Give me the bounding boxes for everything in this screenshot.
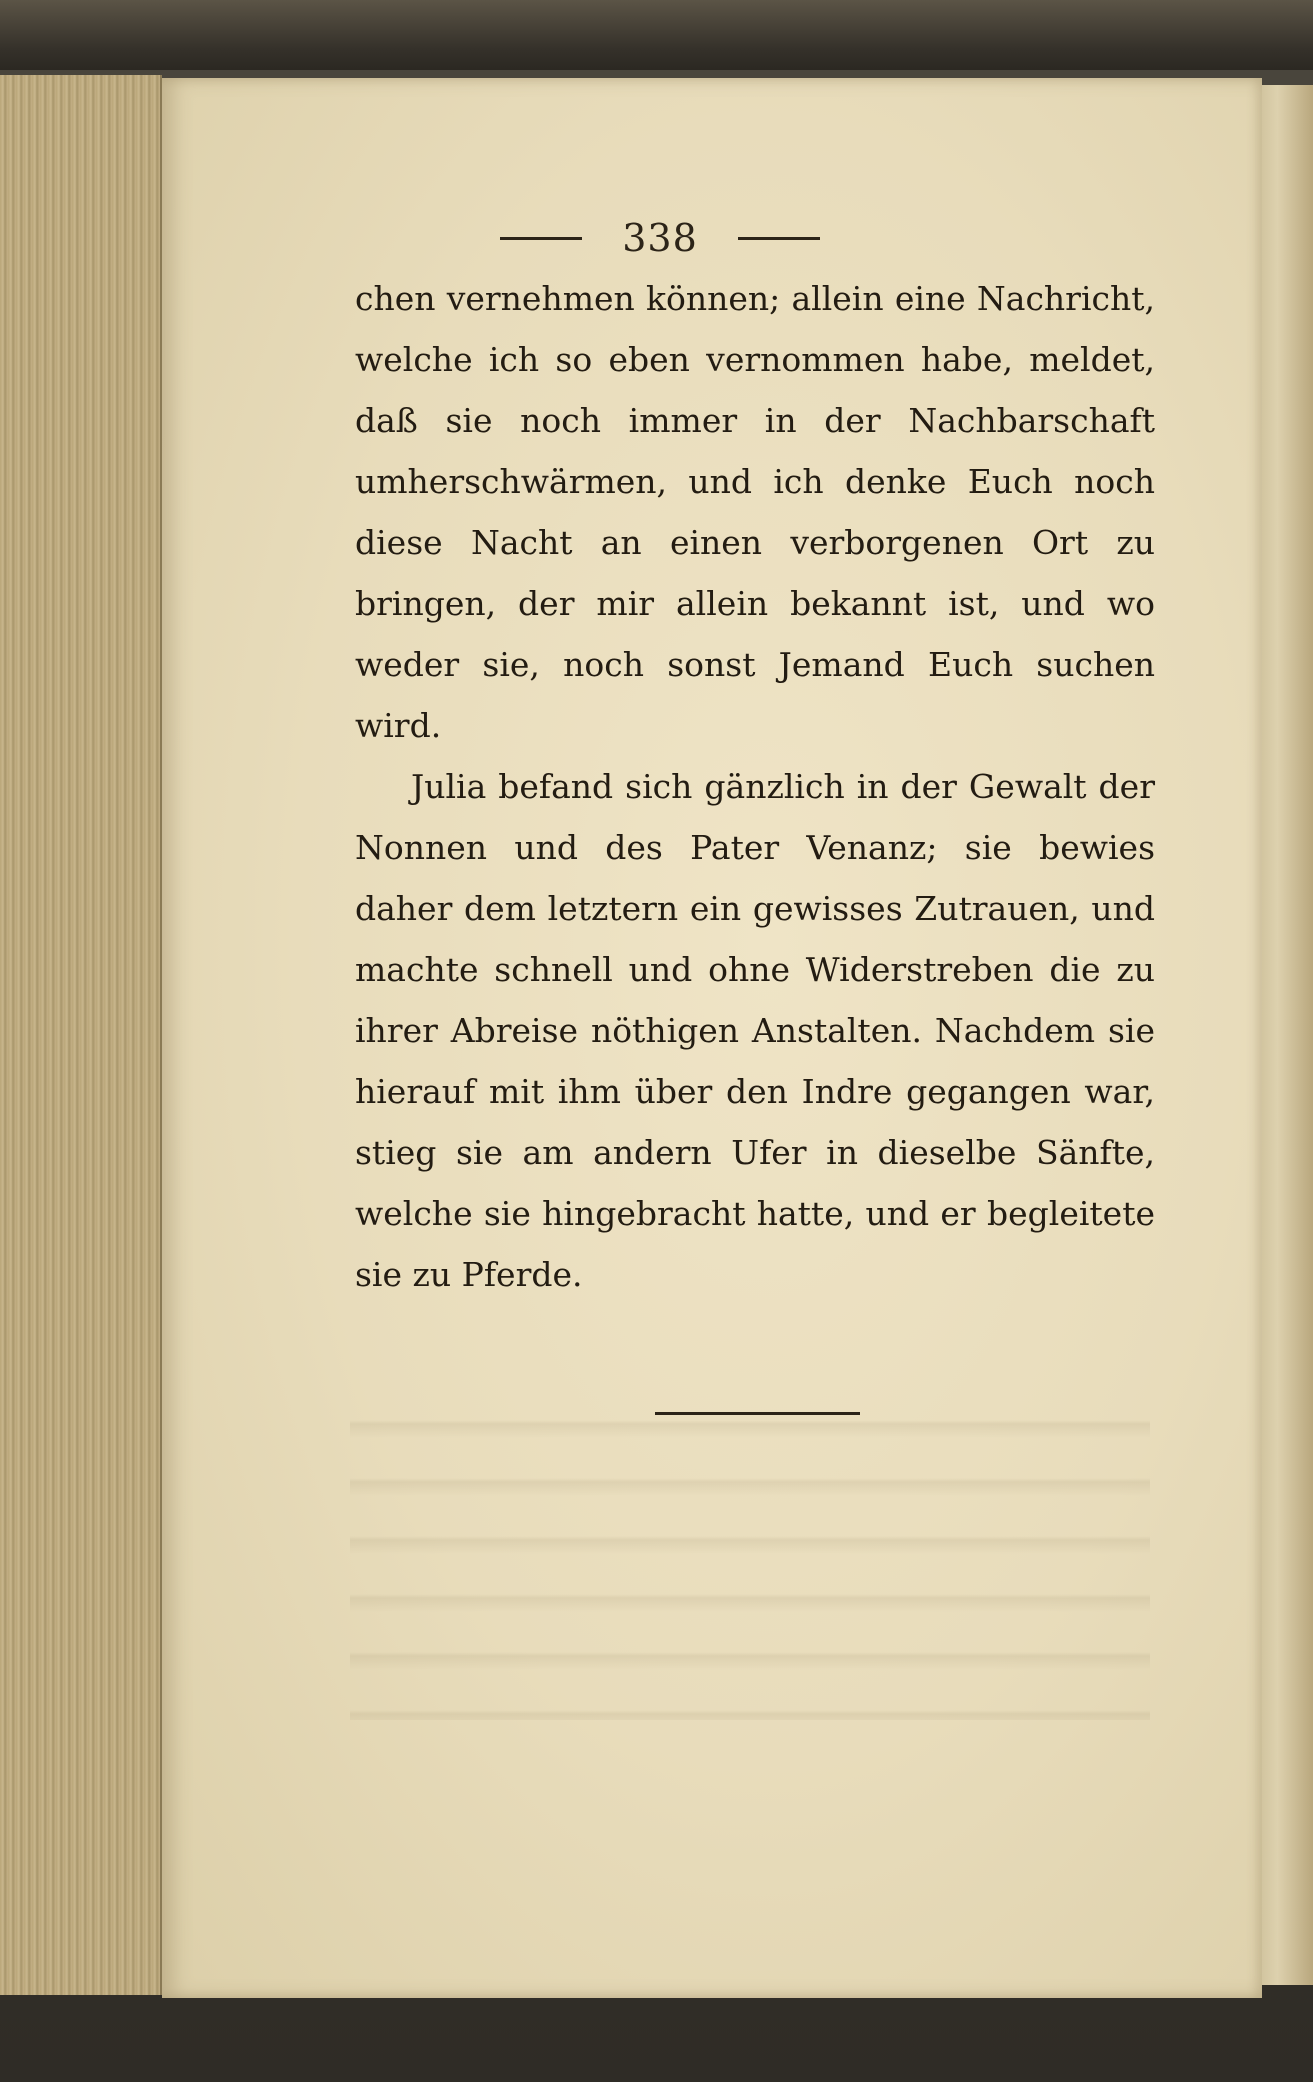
book-cover-edge [0,0,1313,70]
page-stack-left [0,75,162,1995]
body-text [355,268,1155,1305]
paragraph-1: chen vernehmen können; allein eine Nachricht, welche ich so eben vernommen habe, meldet, daß sie noch immer in der Nachbarschaft umherschwärmen, und ich denke Euch noch diese Nacht an einen verborgenen Ort zu bringen, der mir allein bekannt ist, und wo weder sie, noch sonst Jemand Euch suchen wird. [355,279,1155,745]
show-through-text [350,1380,1150,1720]
page-number: 338 [622,216,698,260]
paragraph-2: Julia befand sich gänzlich in der Gewalt der Nonnen und des Pater Venanz; sie bewies daher dem letztern ein gewisses Zutrauen, und machte schnell und ohne Widerstreben die zu ihrer Abreise nöthigen Anstalten. Nachdem sie hierauf mit ihm über den Indre gegangen war, stieg sie am andern Ufer in dieselbe Sänfte, welche sie hingebracht hatte, und er begleitete sie zu Pferde. [355,767,1155,1294]
header-rule-left [500,237,582,240]
header-rule-right [738,237,820,240]
page-header [425,208,895,268]
chapter-end-rule [655,1412,860,1415]
